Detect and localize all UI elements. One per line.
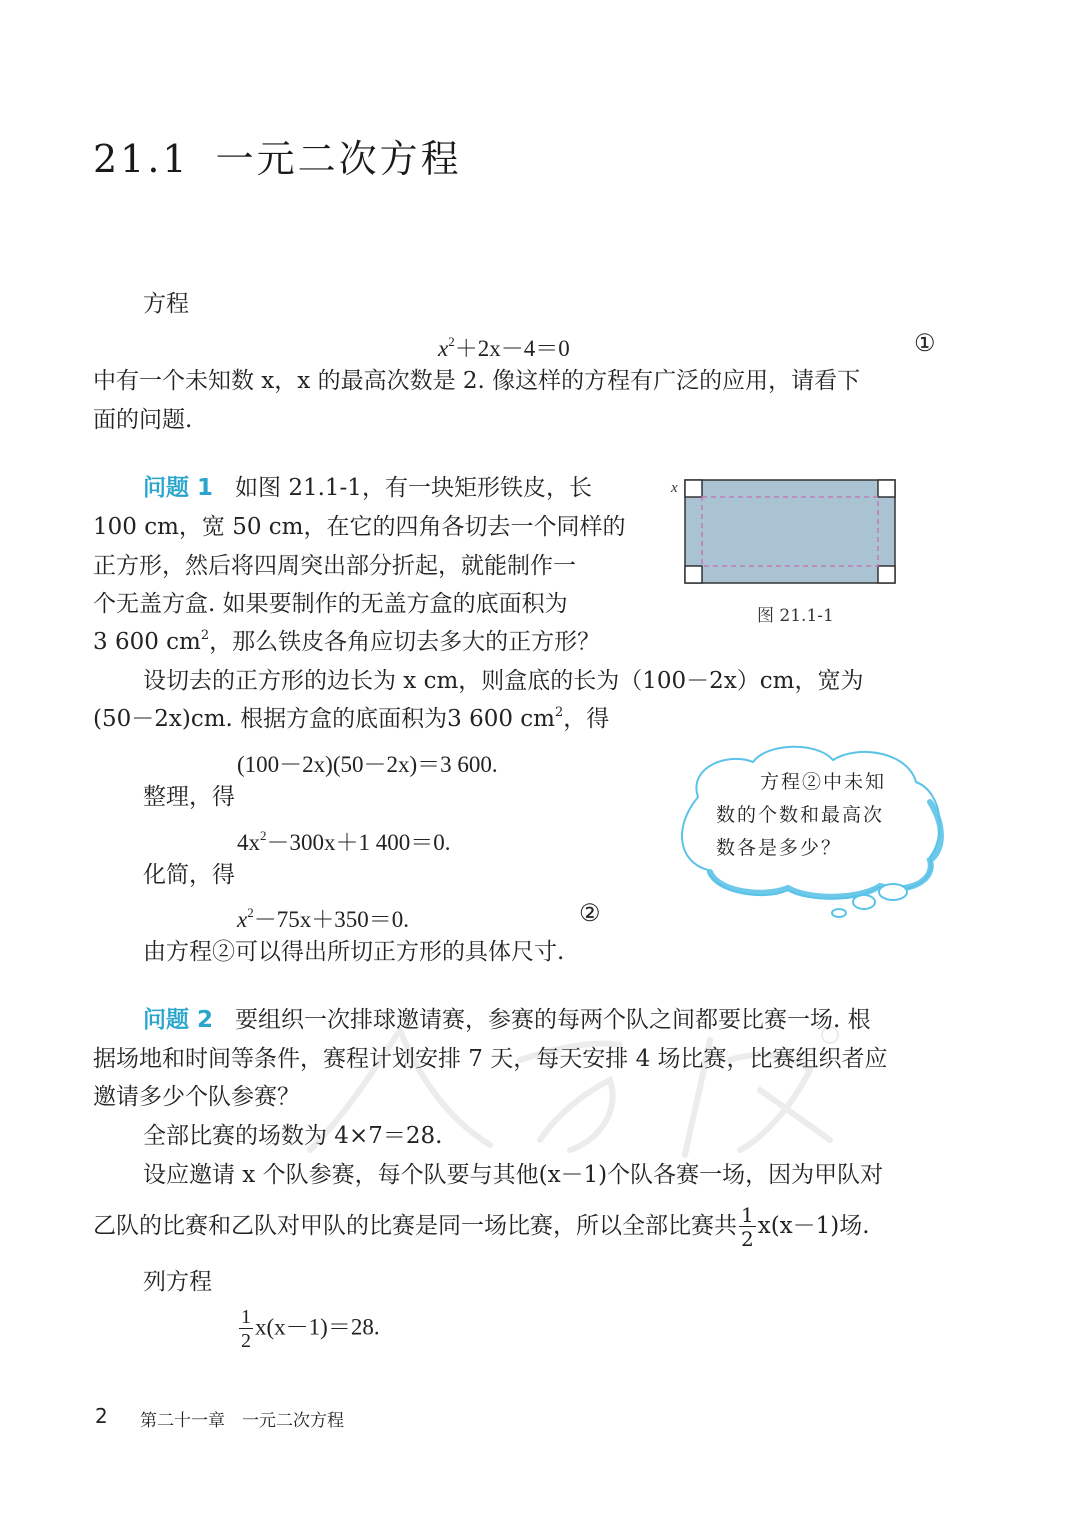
equation-2: $x^2-75x+350=0$. bbox=[237, 905, 409, 932]
problem-1-label: 问题 1 bbox=[143, 475, 214, 501]
section-title-text: 一元二次方程 bbox=[215, 137, 462, 181]
problem-2-line-2: 据场地和时间等条件，赛程计划安排 7 天，每天安排 4 场比赛，比赛组织者应 bbox=[93, 1046, 888, 1072]
page-number: 2 bbox=[95, 1404, 108, 1428]
bubble-line-3: 数各是多少？ bbox=[716, 837, 843, 859]
chapter-title: 第二十一章 一元二次方程 bbox=[140, 1411, 344, 1431]
solution-1-line-2: (50－2x)cm. 根据方盒的底面积为3 600 $cm^2$，得 bbox=[93, 705, 610, 732]
solution-1-conclusion: 由方程②可以得出所切正方形的具体尺寸. bbox=[143, 939, 565, 965]
problem-1-line-4: 个无盖方盒. 如果要制作的无盖方盒的底面积为 bbox=[93, 591, 568, 617]
fraction-one-half: $\frac{1}{2}$ bbox=[741, 1203, 754, 1251]
figure-caption: 图 21.1-1 bbox=[757, 606, 834, 626]
problem-1-line-1: 问题 1 如图 21.1-1，有一块矩形铁皮，长 bbox=[143, 475, 592, 501]
equation-b: $4x^2-300x+1$ 400＝0. bbox=[237, 828, 451, 855]
problem-1-line-3: 正方形，然后将四周突出部分折起，就能制作一 bbox=[93, 553, 576, 579]
section-title bbox=[93, 128, 462, 183]
solution-1-line-1: 设切去的正方形的边长为 x cm，则盒底的长为（100－2x）cm，宽为 bbox=[143, 668, 864, 694]
section-number: 21.1 bbox=[93, 137, 190, 181]
equation-1: $x^2+2x-4=0$ bbox=[438, 334, 570, 361]
equation-1-label: ① bbox=[914, 331, 936, 357]
equation-2-label: ② bbox=[579, 901, 601, 927]
problem-2-reason-2: 乙队的比赛和乙队对甲队的比赛是同一场比赛，所以全部比赛共 $\frac{1}{2}$ x(x－1)场. bbox=[93, 1203, 870, 1251]
equation-a: (100－2x)(50－2x)＝3 600. bbox=[237, 752, 498, 777]
problem-2-set-equation: 列方程 bbox=[143, 1269, 212, 1295]
intro-line-3: 面的问题. bbox=[93, 407, 193, 433]
figure-x-label: x bbox=[671, 480, 678, 496]
problem-2-line-1: 问题 2 要组织一次排球邀请赛，参赛的每两个队之间都要比赛一场. 根 bbox=[143, 1007, 871, 1033]
step-simplify: 化简，得 bbox=[143, 862, 235, 888]
bubble-line-2: 数的个数和最高次 bbox=[716, 804, 885, 826]
problem-2-total: 全部比赛的场数为 4×7＝28. bbox=[143, 1123, 443, 1149]
step-arrange: 整理，得 bbox=[143, 784, 235, 810]
fraction-one-half-eq: $\frac{1}{2}$ bbox=[241, 1306, 251, 1352]
problem-2-line-3: 邀请多少个队参赛？ bbox=[93, 1084, 300, 1110]
intro-line-2: 中有一个未知数 x，x 的最高次数是 2. 像这样的方程有广泛的应用，请看下 bbox=[93, 368, 861, 394]
intro-line-1: 方程 bbox=[143, 291, 189, 317]
problem-1-line-5: 3 600 $cm^2$，那么铁皮各角应切去多大的正方形？ bbox=[93, 628, 601, 655]
figure-21-1-1-diagram bbox=[668, 475, 900, 587]
problem-2-reason-1: 设应邀请 x 个队参赛，每个队要与其他(x－1)个队各赛一场，因为甲队对 bbox=[143, 1162, 884, 1188]
problem-2-label: 问题 2 bbox=[143, 1007, 214, 1033]
problem-1-line-2: 100 cm，宽 50 cm，在它的四角各切去一个同样的 bbox=[93, 514, 626, 540]
final-equation: $\frac{1}{2}$ x(x－1)＝28. bbox=[241, 1306, 380, 1352]
bubble-line-1: 方程②中未知 bbox=[760, 771, 887, 793]
